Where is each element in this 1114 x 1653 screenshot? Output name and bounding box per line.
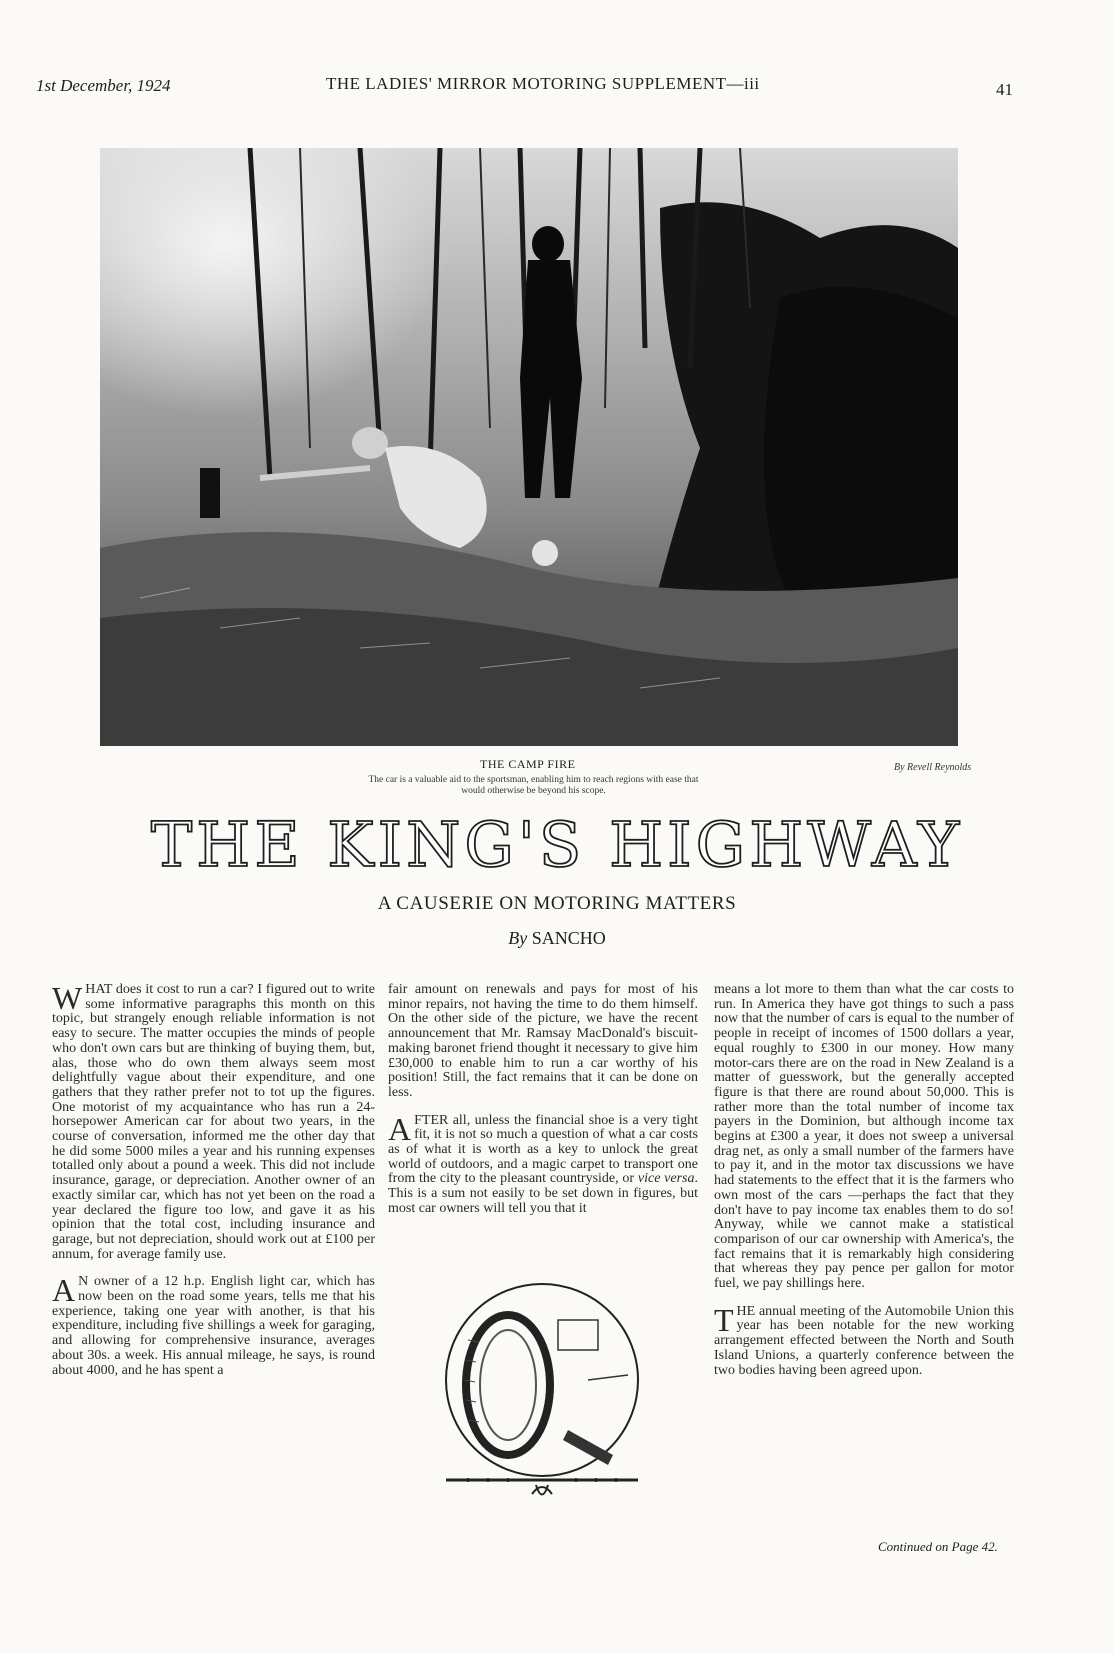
drop-cap: T: [714, 1301, 734, 1338]
byline-author: SANCHO: [531, 928, 606, 948]
paragraph: [52, 980, 375, 1262]
photo-caption-text: The car is a valuable aid to the sportsman, enabling him to reach regions with ease that would otherwise be beyond his scope.: [368, 775, 699, 796]
drop-cap: A: [388, 1110, 412, 1147]
paragraph-text: fair amount on renewals and pays for most of his minor repairs, not having the time to do them himself. On the other side of the picture, we have the recent announcement that Mr. Ramsay MacDonald's biscuit-making baronet friend thought it necessary to give him £30,000 to enable him to run a car worthy of his position! Still, the fact remains that it can be done on less.: [388, 982, 698, 1100]
paragraph: [714, 983, 1014, 1292]
publication-title: THE LADIES' MIRROR MOTORING SUPPLEMENT—iii: [326, 74, 760, 93]
photo-credit: By Revell Reynolds: [894, 762, 972, 773]
article-column-3: [714, 983, 1014, 1391]
paragraph-text: . This is a sum not easily to be set down in figures, but most car owners will tell you that it: [388, 1171, 699, 1216]
paragraph: [388, 1110, 699, 1217]
paragraph-text: means a lot more to them than what the car costs to run. In America they have got things to such a pass now that the number of cars is equal to the number of people in receipt of incomes of 1500 dollars a year, equal roughly to £300 in our money. How many motor-cars there are on the road in New Zealand is a matter of guesswork, but the generally accepted figure is that there are round about 50,000. This is rather more than the total number of income tax payers in the Dominion, but although income tax begins at £300 a year, it does not sweep a universal drag net, as only a small number of the farmers have to pay it, and in the motor tax discussions we have had statements to the effect that it is the farmers who own most of the cars —perhaps the fact that they don't have to pay income tax enables them to do so! Anyway, while we cannot make a statistical comparison of our car ownership with America's, the fact remains that it is remarkably high considering that whereas they pay pence per gallon for motor fuel, we pay shillings here.: [714, 982, 1014, 1292]
paragraph-text: HAT does it cost to run a car? I figured out to write some informative paragraphs this month on this topic, but strangely enough reliable information is not easy to secure. The matter occupies the minds of people who don't own cars but are thinking of buying them, but, alas, those who do own them always seem most delightfully vague about their expenditure, and one gathers that they rather prefer not to tot up the figures. One motorist of my acquaintance who has run a 24-horsepower American car for about two years, in the course of conversation, informed me the other day that he did some 5000 miles a year and his running expenses totalled only about a pound a week. This did not include insurance, garage, or depreciation. Another owner of an exactly similar car, which has not yet been on the road a year declared the figure too low, and gave it as his opinion that the total cost, including insurance and garage, but not depreciation, should work out at £100 per annum, for average family use.: [52, 982, 375, 1262]
article-subheadline: A CAUSERIE ON MOTORING MATTERS: [377, 893, 737, 914]
article-column-1: [52, 980, 375, 1391]
tyre-icon: [438, 1280, 646, 1512]
paragraph: [714, 1301, 1014, 1379]
camp-fire-photograph: [100, 148, 958, 746]
article-headline: THE KING'S HIGHWAY: [150, 808, 964, 881]
paragraph: [52, 1272, 375, 1378]
byline-by: By: [508, 928, 528, 948]
paragraph-text: FTER all, unless the financial shoe is a very tight fit, it is not so much a question of what a car costs as of what it is worth as a key to unlock the great world of outdoors, and a magic carpet to transport one from the city to the pleasant countryside, or: [388, 1112, 698, 1187]
continued-note: Continued on Page 42.: [878, 1539, 998, 1554]
drop-cap: W: [52, 980, 83, 1016]
page-number: 41: [996, 80, 1013, 99]
photograph-illustration: [100, 148, 958, 746]
article-column-2: [388, 983, 698, 1230]
tyre-ornament-illustration: [438, 1280, 646, 1512]
paragraph-text: N owner of a 12 h.p. English light car, which has now been on the road some years, tells me that his experience, taking one year with another, is that his expenditure, including five shillings a week for garaging, and allowing for comprehensive insurance, averages about 30s. a week. His annual mileage, he says, is round about 4000, and he has spent a: [52, 1274, 375, 1378]
paragraph-text: HE annual meeting of the Automobile Union this year has been notable for the new working arrangement effected between the North and South Island Unions, a quarterly conference between the two bodies having been agreed upon.: [714, 1303, 1014, 1378]
issue-date: 1st December, 1924: [36, 76, 171, 95]
drop-cap: A: [52, 1272, 76, 1309]
paragraph-text-italic: vice versa: [637, 1171, 695, 1187]
photo-caption-title: THE CAMP FIRE: [480, 757, 576, 771]
paragraph: [388, 983, 698, 1101]
byline: [0, 928, 1114, 949]
